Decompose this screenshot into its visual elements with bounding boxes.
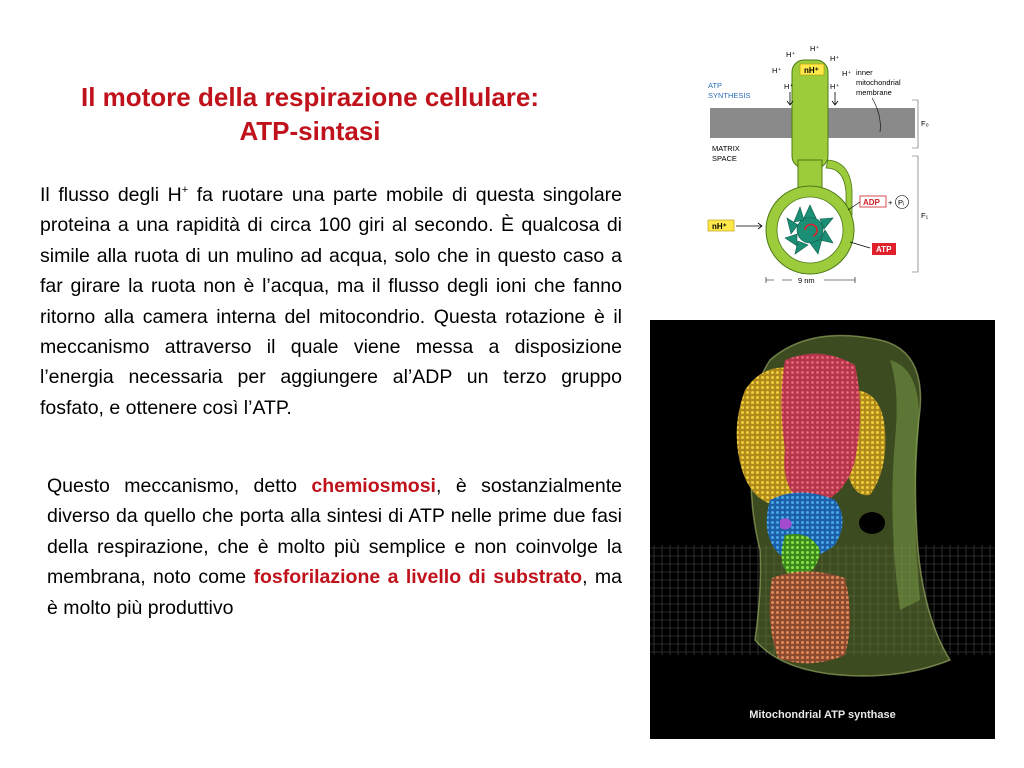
scale-right xyxy=(824,277,855,283)
hplus-label: H⁺ xyxy=(784,82,794,91)
f1-bracket xyxy=(912,156,918,272)
arrow-down-icon xyxy=(832,92,838,105)
hplus-label: H⁺ xyxy=(842,69,852,78)
plus-label: + xyxy=(888,198,893,207)
title-line-2: ATP-sintasi xyxy=(239,116,381,146)
matrix-label-2: SPACE xyxy=(712,154,737,163)
hplus-superscript: + xyxy=(181,184,189,196)
photo-illustration xyxy=(650,320,995,739)
diagram-svg xyxy=(700,40,950,290)
hplus-label: H⁺ xyxy=(810,44,820,53)
scale-label: 9 nm xyxy=(798,276,815,285)
f1-label: F₁ xyxy=(921,211,929,220)
f0-stalk xyxy=(792,60,828,168)
adp-label: ADP xyxy=(863,198,880,207)
membrane-label-2: mitochondrial xyxy=(856,78,901,87)
nh-side-label: nH⁺ xyxy=(712,222,727,231)
paragraph2-part1: Questo meccanismo, detto xyxy=(47,475,312,497)
matrix-label-1: MATRIX xyxy=(712,144,740,153)
paragraph1-part1: Il flusso degli H xyxy=(40,184,182,206)
atp-synthesis-label-1: ATP xyxy=(708,81,723,90)
paragraph1-part2: fa ruotare una parte mobile di questa singolare proteina a una rapidità di circa 100 giri al secondo. È qualcosa di simile alla ruota di un mulino ad acqua, solo che in questo caso a far girare la ruota non è l’acqua, ma il flusso degli ioni che fanno ritorno alla camera interna del mitocondrio. Questa rotazione è il meccanismo attraverso il quale viene messa a disposizione l’energia necessaria per aggiungere al’ADP un terzo gruppo fosfato, e ottenere così l’ATP. xyxy=(40,184,623,419)
membrane-label-1: inner xyxy=(856,68,873,77)
atp-synthesis-label-2: SYNTHESIS xyxy=(708,91,751,100)
atp-synthase-diagram xyxy=(700,40,950,290)
hplus-label: H⁺ xyxy=(772,66,782,75)
page-title xyxy=(40,80,580,148)
envelope-hole xyxy=(859,512,885,534)
atp-label: ATP xyxy=(876,245,892,254)
nh-top-label: nH⁺ xyxy=(804,66,819,75)
arrow-right-icon xyxy=(736,223,762,229)
paragraph2-part2: , è sostanzialmente diverso da quello che porta alla sintesi di ATP nelle prime due fasi della respirazione, che è molto più semplice e non coinvolge la membrana, noto come xyxy=(47,475,622,589)
term-chemiosmosi: chemiosmosi xyxy=(311,475,436,497)
photo-caption: Mitochondrial ATP synthase xyxy=(749,709,896,721)
paragraph-chemiosmosis xyxy=(47,471,622,623)
hplus-label: H⁺ xyxy=(786,50,796,59)
hplus-label: H⁺ xyxy=(830,54,840,63)
pi-label: Pᵢ xyxy=(898,198,905,207)
scale-left xyxy=(766,277,792,283)
title-line-1: Il motore della respirazione cellulare: xyxy=(80,82,540,112)
atp-arrow-icon xyxy=(850,242,870,248)
c-ring xyxy=(770,572,850,664)
term-fosforilazione: fosforilazione a livello di substrato xyxy=(253,566,583,589)
hplus-label: H⁺ xyxy=(830,82,840,91)
f0-label: F₀ xyxy=(921,119,929,128)
paragraph-proton-flow xyxy=(40,180,622,423)
membrane-label-3: membrane xyxy=(856,88,892,97)
atp-synthase-photo xyxy=(650,320,995,739)
paragraph2-part3: , ma è molto più produttivo xyxy=(47,566,622,619)
